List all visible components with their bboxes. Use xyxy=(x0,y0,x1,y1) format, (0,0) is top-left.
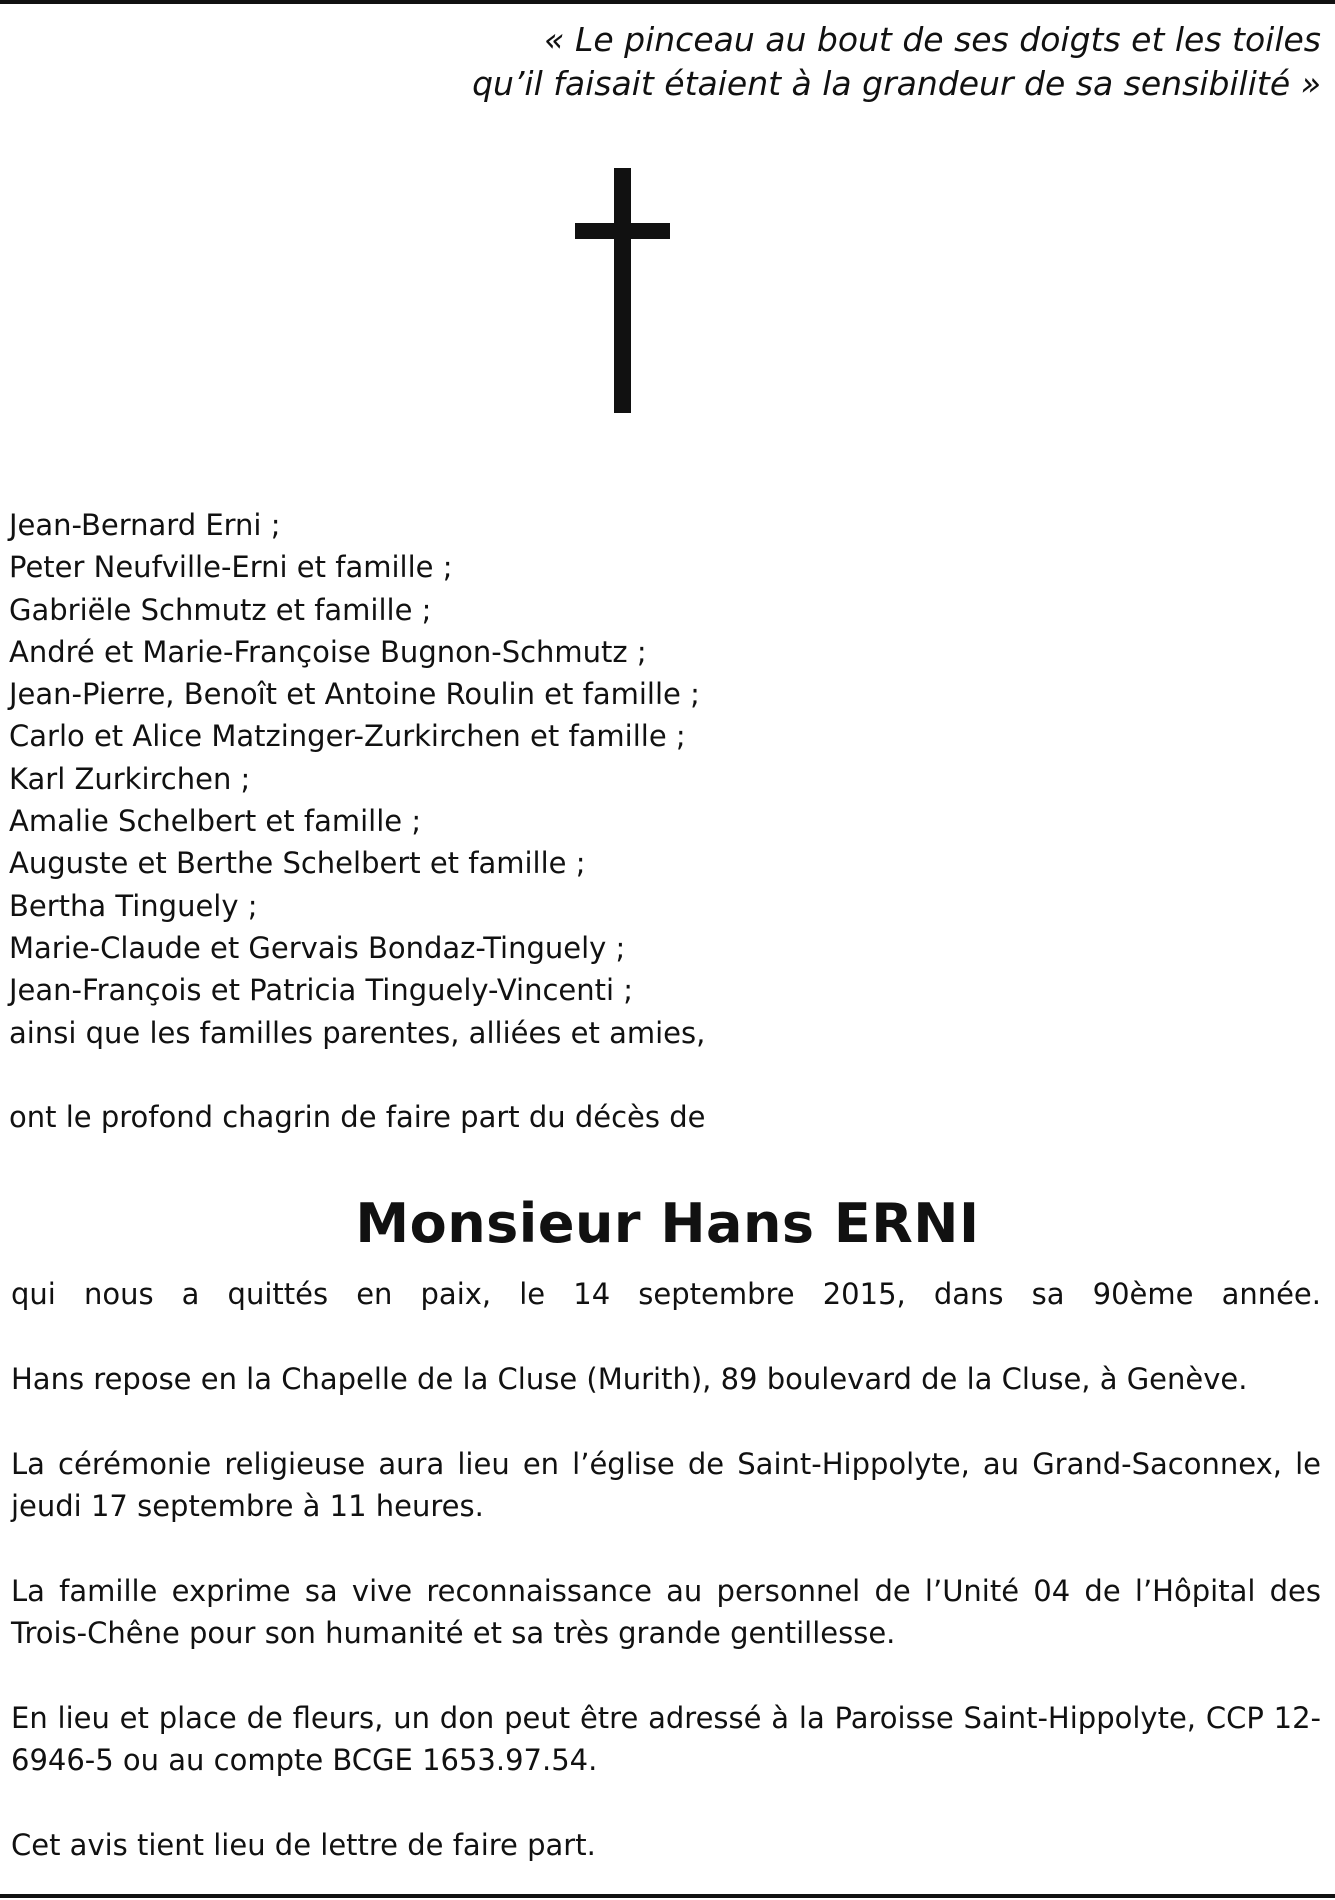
closing-paragraph: Cet avis tient lieu de lettre de faire part. xyxy=(11,1828,596,1862)
donation-paragraph: En lieu et place de fleurs, un don peut être adressé à la Paroisse Saint-Hippolyte, CCP 12-6946-5 ou au compte BCGE 1653.97.54. xyxy=(11,1701,1321,1777)
family-member: Bertha Tinguely ; xyxy=(9,888,258,923)
quote-line-2: qu’il faisait étaient à la grandeur de sa sensibilité » xyxy=(472,64,1321,103)
bottom-border-rule xyxy=(0,1894,1335,1898)
family-member: Marie-Claude et Gervais Bondaz-Tinguely ; xyxy=(9,930,626,965)
deceased-name: Monsieur Hans ERNI xyxy=(355,1192,980,1255)
family-member: Gabriële Schmutz et famille ; xyxy=(9,592,432,627)
top-border-rule xyxy=(0,0,1335,4)
family-member: Jean-François et Patricia Tinguely-Vincenti ; xyxy=(9,973,634,1008)
epigraph-quote xyxy=(321,18,1321,106)
thanks-paragraph: La famille exprime sa vive reconnaissance au personnel de l’Unité 04 de l’Hôpital des Trois-Chêne pour son humanité et sa très grande gentillesse. xyxy=(11,1574,1321,1650)
family-member: Jean-Bernard Erni ; xyxy=(9,508,281,542)
announcement-intro: ont le profond chagrin de faire part du décès de xyxy=(9,1100,706,1134)
passing-paragraph: qui nous a quittés en paix, le 14 septembre 2015, dans sa 90ème année. xyxy=(11,1277,1321,1311)
family-member: Karl Zurkirchen ; xyxy=(9,761,251,796)
family-member: ainsi que les familles parentes, alliées et amies, xyxy=(9,1015,706,1050)
family-member: Carlo et Alice Matzinger-Zurkirchen et famille ; xyxy=(9,719,686,754)
cross-icon xyxy=(575,168,670,413)
family-list xyxy=(9,504,1009,1054)
rest-location-paragraph: Hans repose en la Chapelle de la Cluse (Murith), 89 boulevard de la Cluse, à Genève. xyxy=(11,1362,1248,1396)
family-member: André et Marie-Françoise Bugnon-Schmutz ; xyxy=(9,634,647,669)
family-member: Amalie Schelbert et famille ; xyxy=(9,804,422,839)
family-member: Jean-Pierre, Benoît et Antoine Roulin et famille ; xyxy=(9,677,700,712)
family-member: Auguste et Berthe Schelbert et famille ; xyxy=(9,846,586,881)
quote-line-1: « Le pinceau au bout de ses doigts et les toiles xyxy=(544,20,1321,59)
ceremony-paragraph: La cérémonie religieuse aura lieu en l’église de Saint-Hippolyte, au Grand-Saconnex, le jeudi 17 septembre à 11 heures. xyxy=(11,1447,1321,1523)
family-member: Peter Neufville-Erni et famille ; xyxy=(9,550,453,585)
